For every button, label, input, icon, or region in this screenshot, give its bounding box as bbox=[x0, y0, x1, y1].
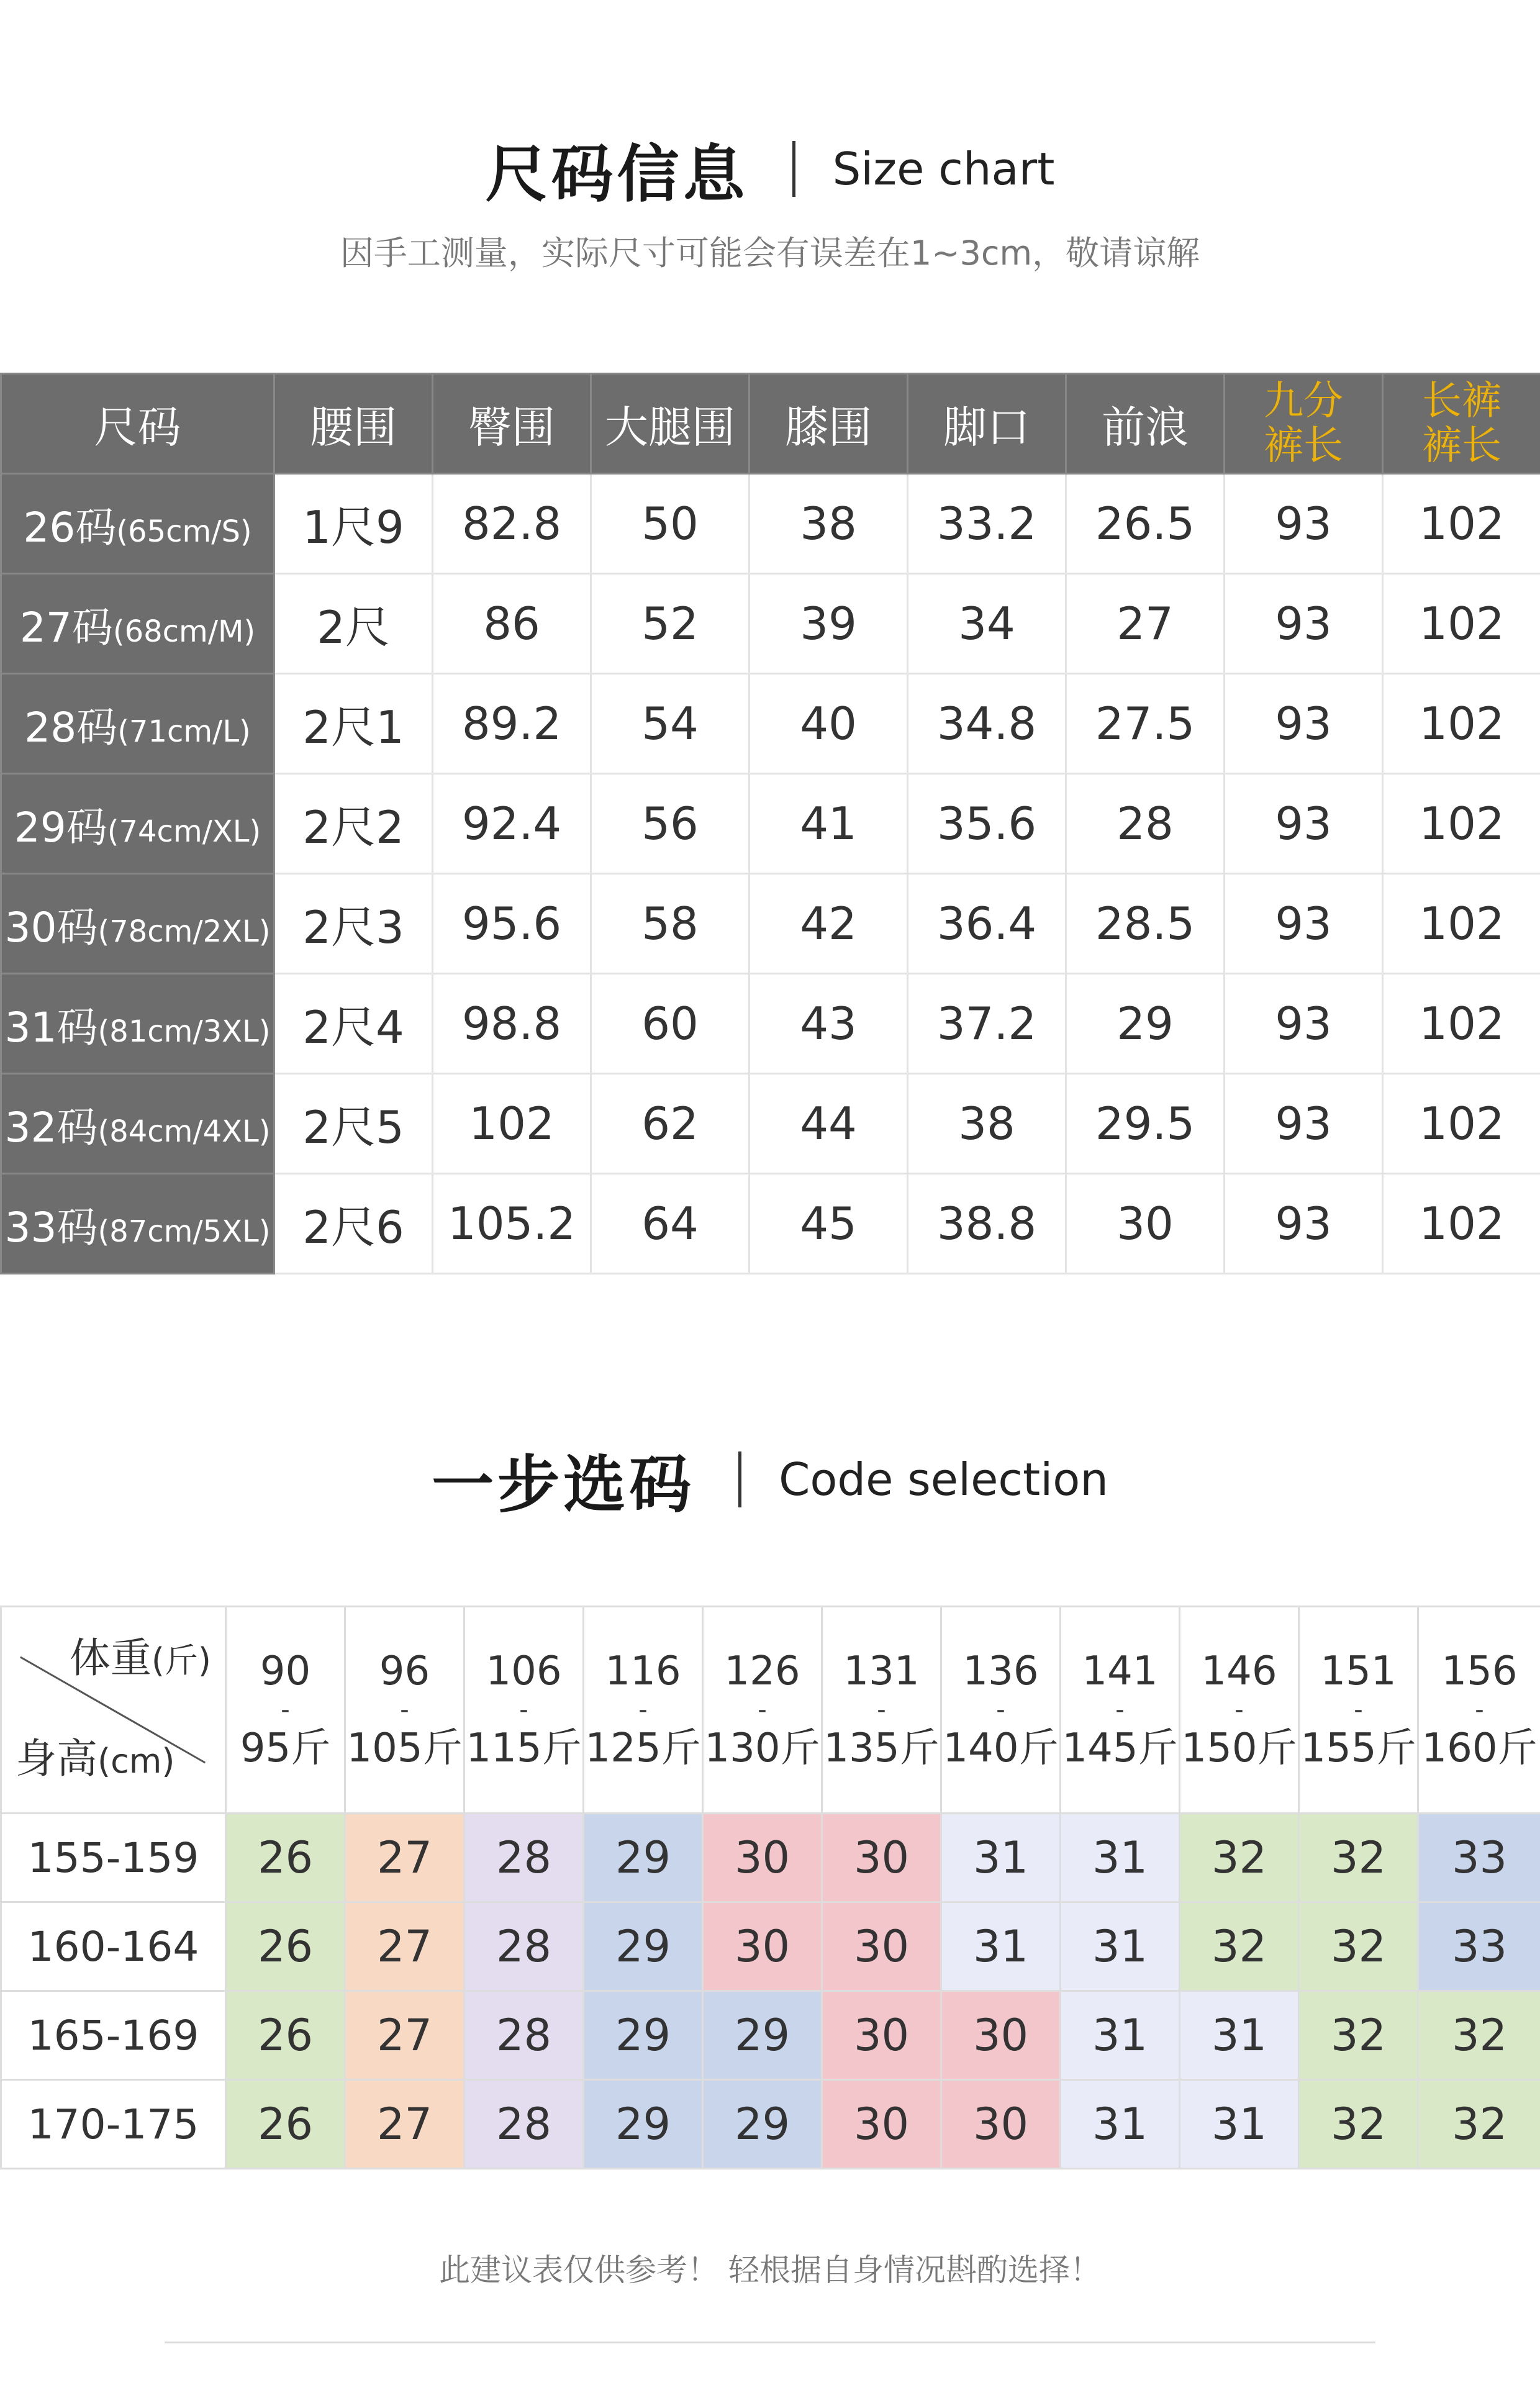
size-label bbox=[1, 1174, 274, 1274]
measurement-cell: 98.8 bbox=[433, 974, 591, 1074]
weight-range-lower: 145斤 bbox=[1062, 1725, 1178, 1771]
size-spec: (81cm/3XL) bbox=[97, 1014, 271, 1049]
measurement-cell: 102 bbox=[1383, 1074, 1540, 1174]
recommended-size-cell: 31 bbox=[1061, 1991, 1180, 2080]
height-row bbox=[1, 1991, 1540, 2080]
height-range-label: 165-169 bbox=[1, 1991, 226, 2080]
size-spec: (68cm/M) bbox=[112, 614, 256, 649]
corner-weight-text: 体重 bbox=[69, 1634, 152, 1682]
measurement-cell: 29 bbox=[1066, 974, 1225, 1074]
measurement-cell: 2尺 bbox=[274, 574, 433, 674]
height-range-label: 170-175 bbox=[1, 2080, 226, 2169]
recommended-size-cell: 32 bbox=[1299, 2080, 1418, 2169]
size-spec: (74cm/XL) bbox=[107, 814, 261, 849]
size-row bbox=[1, 1074, 1540, 1174]
recommended-size-cell: 32 bbox=[1299, 1814, 1418, 1902]
size-spec: (84cm/4XL) bbox=[97, 1114, 271, 1149]
corner-height-text: 身高 bbox=[16, 1735, 97, 1783]
recommended-size-cell: 32 bbox=[1180, 1902, 1299, 1991]
measurement-cell: 50 bbox=[591, 474, 750, 574]
header-front-rise: 前浪 bbox=[1066, 374, 1225, 474]
measurement-cell: 93 bbox=[1225, 874, 1383, 974]
weight-range-dash: - bbox=[519, 1696, 528, 1724]
measurement-cell: 89.2 bbox=[433, 674, 591, 774]
measurement-cell: 30 bbox=[1066, 1174, 1225, 1274]
measurement-cell: 37.2 bbox=[908, 974, 1066, 1074]
measurement-cell: 102 bbox=[1383, 1174, 1540, 1274]
measurement-cell: 42 bbox=[750, 874, 908, 974]
measurement-cell: 38 bbox=[908, 1074, 1066, 1174]
measurement-cell: 2尺3 bbox=[274, 874, 433, 974]
recommended-size-cell: 31 bbox=[1180, 2080, 1299, 2169]
height-row bbox=[1, 2080, 1540, 2169]
weight-range-lower: 135斤 bbox=[823, 1725, 940, 1771]
measurement-cell: 2尺6 bbox=[274, 1174, 433, 1274]
recommended-size-cell: 30 bbox=[941, 2080, 1061, 2169]
measurement-cell: 2尺5 bbox=[274, 1074, 433, 1174]
recommended-size-cell: 29 bbox=[584, 1814, 703, 1902]
weight-range-dash: - bbox=[400, 1696, 409, 1724]
weight-range-upper: 96 bbox=[379, 1648, 430, 1694]
weight-range-upper: 156 bbox=[1441, 1648, 1518, 1694]
measurement-cell: 2尺1 bbox=[274, 674, 433, 774]
measurement-cell: 102 bbox=[1383, 874, 1540, 974]
header-waist: 腰围 bbox=[274, 374, 433, 474]
weight-range-dash: - bbox=[281, 1696, 290, 1724]
code-selection-table bbox=[0, 1606, 1540, 2169]
size-spec: (87cm/5XL) bbox=[97, 1214, 271, 1249]
measurement-cell: 102 bbox=[1383, 774, 1540, 874]
size-label bbox=[1, 1074, 274, 1174]
recommended-size-cell: 32 bbox=[1418, 2080, 1540, 2169]
size-label bbox=[1, 574, 274, 674]
size-row bbox=[1, 974, 1540, 1074]
recommended-size-cell: 33 bbox=[1418, 1814, 1540, 1902]
recommended-size-cell: 30 bbox=[822, 1991, 941, 2080]
weight-range-header bbox=[1299, 1607, 1418, 1814]
measurement-cell: 34 bbox=[908, 574, 1066, 674]
size-code: 28码 bbox=[24, 703, 118, 752]
weight-range-lower: 160斤 bbox=[1421, 1725, 1538, 1771]
weight-range-header bbox=[345, 1607, 464, 1814]
weight-range-lower: 95斤 bbox=[240, 1725, 331, 1771]
weight-range-lower: 140斤 bbox=[943, 1725, 1059, 1771]
measurement-cell: 2尺4 bbox=[274, 974, 433, 1074]
weight-range-header bbox=[584, 1607, 703, 1814]
weight-range-upper: 141 bbox=[1082, 1648, 1158, 1694]
recommended-size-cell: 29 bbox=[584, 2080, 703, 2169]
measurement-cell: 27.5 bbox=[1066, 674, 1225, 774]
weight-range-header bbox=[1180, 1607, 1299, 1814]
measurement-cell: 102 bbox=[1383, 474, 1540, 574]
size-code: 30码 bbox=[4, 903, 98, 952]
weight-range-dash: - bbox=[1354, 1696, 1363, 1724]
weight-range-upper: 116 bbox=[605, 1648, 681, 1694]
footer-divider bbox=[165, 2342, 1375, 2343]
weight-range-dash: - bbox=[758, 1696, 767, 1724]
measurement-cell: 102 bbox=[1383, 974, 1540, 1074]
measurement-cell: 93 bbox=[1225, 774, 1383, 874]
recommended-size-cell: 27 bbox=[345, 2080, 464, 2169]
header-thigh: 大腿围 bbox=[591, 374, 750, 474]
measurement-cell: 62 bbox=[591, 1074, 750, 1174]
size-code: 31码 bbox=[4, 1003, 98, 1052]
measurement-cell: 38.8 bbox=[908, 1174, 1066, 1274]
measurement-cell: 93 bbox=[1225, 1174, 1383, 1274]
size-code: 26码 bbox=[23, 503, 117, 552]
recommended-size-cell: 31 bbox=[941, 1814, 1061, 1902]
weight-range-header bbox=[703, 1607, 822, 1814]
weight-range-lower: 155斤 bbox=[1300, 1725, 1416, 1771]
size-spec: (71cm/L) bbox=[117, 714, 251, 749]
size-chart-header-row bbox=[1, 374, 1540, 474]
size-code: 27码 bbox=[19, 603, 113, 652]
measurement-cell: 45 bbox=[750, 1174, 908, 1274]
size-row bbox=[1, 774, 1540, 874]
height-range-label: 155-159 bbox=[1, 1814, 226, 1902]
recommended-size-cell: 30 bbox=[822, 1902, 941, 1991]
measurement-cell: 36.4 bbox=[908, 874, 1066, 974]
recommended-size-cell: 29 bbox=[703, 1991, 822, 2080]
size-label bbox=[1, 474, 274, 574]
size-code: 29码 bbox=[14, 803, 107, 852]
measurement-cell: 93 bbox=[1225, 474, 1383, 574]
measurement-cell: 54 bbox=[591, 674, 750, 774]
header-size: 尺码 bbox=[1, 374, 274, 474]
size-row bbox=[1, 474, 1540, 574]
height-row bbox=[1, 1814, 1540, 1902]
recommended-size-cell: 26 bbox=[226, 1991, 345, 2080]
header-full-length bbox=[1383, 374, 1540, 474]
measurement-cell: 93 bbox=[1225, 674, 1383, 774]
size-chart-title-cn: 尺码信息 bbox=[485, 138, 749, 211]
recommended-size-cell: 28 bbox=[464, 1814, 584, 1902]
weight-range-lower: 105斤 bbox=[346, 1725, 463, 1771]
header-knee: 膝围 bbox=[750, 374, 908, 474]
header-full-length-line2: 裤长 bbox=[1422, 423, 1502, 469]
measurement-cell: 43 bbox=[750, 974, 908, 1074]
size-chart-table bbox=[0, 373, 1540, 1274]
size-label bbox=[1, 874, 274, 974]
measurement-cell: 44 bbox=[750, 1074, 908, 1174]
weight-range-lower: 150斤 bbox=[1181, 1725, 1297, 1771]
header-full-length-line1: 长裤 bbox=[1422, 378, 1502, 424]
weight-range-header bbox=[822, 1607, 941, 1814]
corner-cell bbox=[1, 1607, 226, 1814]
recommended-size-cell: 26 bbox=[226, 2080, 345, 2169]
recommended-size-cell: 30 bbox=[703, 1902, 822, 1991]
weight-range-lower: 115斤 bbox=[466, 1725, 582, 1771]
measurement-cell: 33.2 bbox=[908, 474, 1066, 574]
corner-height-label bbox=[16, 1727, 174, 1794]
measurement-cell: 93 bbox=[1225, 1074, 1383, 1174]
recommended-size-cell: 31 bbox=[1180, 1991, 1299, 2080]
recommended-size-cell: 29 bbox=[584, 1902, 703, 1991]
weight-header-row bbox=[1, 1607, 1540, 1814]
recommended-size-cell: 30 bbox=[703, 1814, 822, 1902]
recommended-size-cell: 30 bbox=[941, 1991, 1061, 2080]
measurement-cell: 82.8 bbox=[433, 474, 591, 574]
recommended-size-cell: 28 bbox=[464, 1991, 584, 2080]
weight-range-dash: - bbox=[1234, 1696, 1244, 1724]
recommended-size-cell: 31 bbox=[941, 1902, 1061, 1991]
weight-range-header bbox=[226, 1607, 345, 1814]
measurement-cell: 52 bbox=[591, 574, 750, 674]
weight-range-dash: - bbox=[1475, 1696, 1484, 1724]
size-chart-title bbox=[0, 124, 1540, 214]
weight-range-lower: 125斤 bbox=[585, 1725, 701, 1771]
title-divider bbox=[738, 1451, 741, 1507]
measurement-cell: 38 bbox=[750, 474, 908, 574]
size-spec: (78cm/2XL) bbox=[97, 914, 271, 949]
recommended-size-cell: 26 bbox=[226, 1814, 345, 1902]
recommended-size-cell: 32 bbox=[1418, 1991, 1540, 2080]
header-hip: 臀围 bbox=[433, 374, 591, 474]
recommended-size-cell: 26 bbox=[226, 1902, 345, 1991]
measurement-note: 因手工测量，实际尺寸可能会有误差在1~3cm，敬请谅解 bbox=[340, 234, 1200, 273]
recommended-size-cell: 29 bbox=[584, 1991, 703, 2080]
size-row bbox=[1, 574, 1540, 674]
recommended-size-cell: 32 bbox=[1180, 1814, 1299, 1902]
recommended-size-cell: 28 bbox=[464, 2080, 584, 2169]
corner-weight-label bbox=[70, 1626, 211, 1693]
measurement-cell: 58 bbox=[591, 874, 750, 974]
weight-range-header bbox=[1418, 1607, 1540, 1814]
weight-range-dash: - bbox=[996, 1696, 1005, 1724]
recommended-size-cell: 31 bbox=[1061, 2080, 1180, 2169]
recommended-size-cell: 30 bbox=[822, 1814, 941, 1902]
measurement-cell: 41 bbox=[750, 774, 908, 874]
recommended-size-cell: 31 bbox=[1061, 1902, 1180, 1991]
weight-range-upper: 126 bbox=[724, 1648, 800, 1694]
corner-weight-unit: (斤) bbox=[151, 1641, 211, 1680]
size-code: 33码 bbox=[4, 1203, 98, 1252]
measurement-cell: 29.5 bbox=[1066, 1074, 1225, 1174]
weight-range-dash: - bbox=[638, 1696, 648, 1724]
code-selection-title-en: Code selection bbox=[779, 1453, 1108, 1506]
recommended-size-cell: 32 bbox=[1299, 1991, 1418, 2080]
weight-range-header bbox=[941, 1607, 1061, 1814]
recommended-size-cell: 30 bbox=[822, 2080, 941, 2169]
height-range-label: 160-164 bbox=[1, 1902, 226, 1991]
measurement-cell: 95.6 bbox=[433, 874, 591, 974]
code-selection-title-cn: 一步选码 bbox=[432, 1448, 695, 1521]
measurement-cell: 26.5 bbox=[1066, 474, 1225, 574]
measurement-cell: 35.6 bbox=[908, 774, 1066, 874]
size-row bbox=[1, 674, 1540, 774]
measurement-cell: 93 bbox=[1225, 974, 1383, 1074]
weight-range-header bbox=[464, 1607, 584, 1814]
measurement-cell: 64 bbox=[591, 1174, 750, 1274]
size-label bbox=[1, 674, 274, 774]
weight-range-header bbox=[1061, 1607, 1180, 1814]
recommended-size-cell: 27 bbox=[345, 1814, 464, 1902]
weight-range-upper: 106 bbox=[486, 1648, 562, 1694]
size-label bbox=[1, 974, 274, 1074]
measurement-cell: 102 bbox=[1383, 674, 1540, 774]
weight-range-lower: 130斤 bbox=[704, 1725, 820, 1771]
measurement-cell: 93 bbox=[1225, 574, 1383, 674]
weight-range-upper: 131 bbox=[843, 1648, 920, 1694]
recommended-size-cell: 27 bbox=[345, 1991, 464, 2080]
recommended-size-cell: 29 bbox=[703, 2080, 822, 2169]
weight-range-dash: - bbox=[877, 1696, 886, 1724]
measurement-cell: 2尺2 bbox=[274, 774, 433, 874]
code-selection-title bbox=[0, 1435, 1540, 1524]
header-cropped-length bbox=[1225, 374, 1383, 474]
size-spec: (65cm/S) bbox=[116, 514, 252, 549]
measurement-cell: 1尺9 bbox=[274, 474, 433, 574]
weight-range-upper: 146 bbox=[1201, 1648, 1277, 1694]
recommended-size-cell: 31 bbox=[1061, 1814, 1180, 1902]
measurement-cell: 60 bbox=[591, 974, 750, 1074]
measurement-cell: 102 bbox=[1383, 574, 1540, 674]
measurement-cell: 92.4 bbox=[433, 774, 591, 874]
measurement-cell: 56 bbox=[591, 774, 750, 874]
size-row bbox=[1, 874, 1540, 974]
weight-range-upper: 136 bbox=[962, 1648, 1039, 1694]
measurement-cell: 86 bbox=[433, 574, 591, 674]
height-row bbox=[1, 1902, 1540, 1991]
footer-note: 此建议表仅供参考！ 轻根据自身情况斟酌选择！ bbox=[439, 2252, 1101, 2288]
header-cropped-length-line1: 九分 bbox=[1264, 378, 1343, 424]
title-divider bbox=[792, 141, 795, 197]
corner-height-unit: (cm) bbox=[97, 1742, 175, 1781]
measurement-cell: 34.8 bbox=[908, 674, 1066, 774]
measurement-cell: 28 bbox=[1066, 774, 1225, 874]
recommended-size-cell: 27 bbox=[345, 1902, 464, 1991]
weight-range-upper: 151 bbox=[1320, 1648, 1397, 1694]
measurement-cell: 28.5 bbox=[1066, 874, 1225, 974]
weight-range-upper: 90 bbox=[260, 1648, 311, 1694]
measurement-cell: 105.2 bbox=[433, 1174, 591, 1274]
measurement-cell: 40 bbox=[750, 674, 908, 774]
size-label bbox=[1, 774, 274, 874]
size-code: 32码 bbox=[4, 1103, 98, 1152]
recommended-size-cell: 33 bbox=[1418, 1902, 1540, 1991]
weight-range-dash: - bbox=[1115, 1696, 1125, 1724]
measurement-cell: 27 bbox=[1066, 574, 1225, 674]
header-hem: 脚口 bbox=[908, 374, 1066, 474]
header-cropped-length-line2: 裤长 bbox=[1264, 423, 1343, 469]
size-chart-title-en: Size chart bbox=[832, 143, 1055, 195]
measurement-cell: 102 bbox=[433, 1074, 591, 1174]
size-row bbox=[1, 1174, 1540, 1274]
recommended-size-cell: 28 bbox=[464, 1902, 584, 1991]
recommended-size-cell: 32 bbox=[1299, 1902, 1418, 1991]
measurement-cell: 39 bbox=[750, 574, 908, 674]
